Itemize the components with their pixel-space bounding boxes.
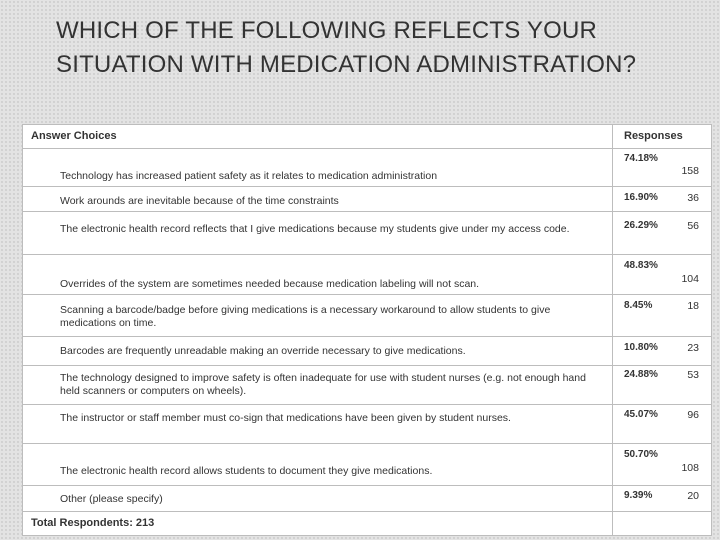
response-percent: 24.88% [624,369,658,380]
response-count: 108 [681,462,699,474]
answer-text: Overrides of the system are sometimes needed because medication labeling will not scan. [60,278,480,290]
response-count: 20 [687,490,699,502]
answer-choices-header: Answer Choices [31,130,117,142]
table-row [23,187,711,212]
answer-text: The electronic health record reflects that I give medications because my students give under my access code. [60,223,570,235]
table-row [23,149,711,187]
answer-text: Work arounds are inevitable because of the time constraints [60,195,339,207]
responses-header: Responses [624,130,683,142]
answer-text: Other (please specify) [60,493,163,505]
response-count: 56 [687,220,699,232]
answer-text: Technology has increased patient safety as it relates to medication administration [60,170,438,182]
table-row [23,337,711,366]
response-percent: 26.29% [624,220,658,231]
response-count: 158 [681,165,699,177]
answer-text: Barcodes are frequently unreadable making an override necessary to give medications. [60,345,466,357]
response-percent: 48.83% [624,260,658,271]
response-count: 53 [687,369,699,381]
table-row [23,486,711,512]
response-percent: 9.39% [624,490,653,501]
survey-results-table [22,124,712,536]
table-row [23,255,711,295]
table-row [23,366,711,405]
table-footer-row [23,512,711,535]
table-row [23,212,711,255]
answer-text: The electronic health record allows students to document they give medications. [60,465,433,477]
table-row [23,295,711,337]
response-count: 96 [687,409,699,421]
answer-text: Scanning a barcode/badge before giving medications is a necessary workaround to allow students to give medications on time. [60,304,551,329]
response-percent: 50.70% [624,449,658,460]
response-percent: 8.45% [624,300,653,311]
response-count: 23 [687,342,699,354]
response-percent: 45.07% [624,409,658,420]
answer-text: The instructor or staff member must co-sign that medications have been given by student nurses. [60,412,511,424]
table-row [23,405,711,444]
page-title: WHICH OF THE FOLLOWING REFLECTS YOUR SITUATION WITH MEDICATION ADMINISTRATION? [56,17,637,78]
total-respondents: Total Respondents: 213 [31,517,155,529]
table-header-row [23,125,711,149]
response-percent: 16.90% [624,192,658,203]
table-row [23,444,711,486]
response-count: 36 [687,192,699,204]
response-count: 104 [681,273,699,285]
response-count: 18 [687,300,699,312]
response-percent: 74.18% [624,153,658,164]
answer-text: The technology designed to improve safety is often inadequate for use with student nurses (e.g. not enough hand held scanners or computers on wheels). [60,372,586,397]
response-percent: 10.80% [624,342,658,353]
